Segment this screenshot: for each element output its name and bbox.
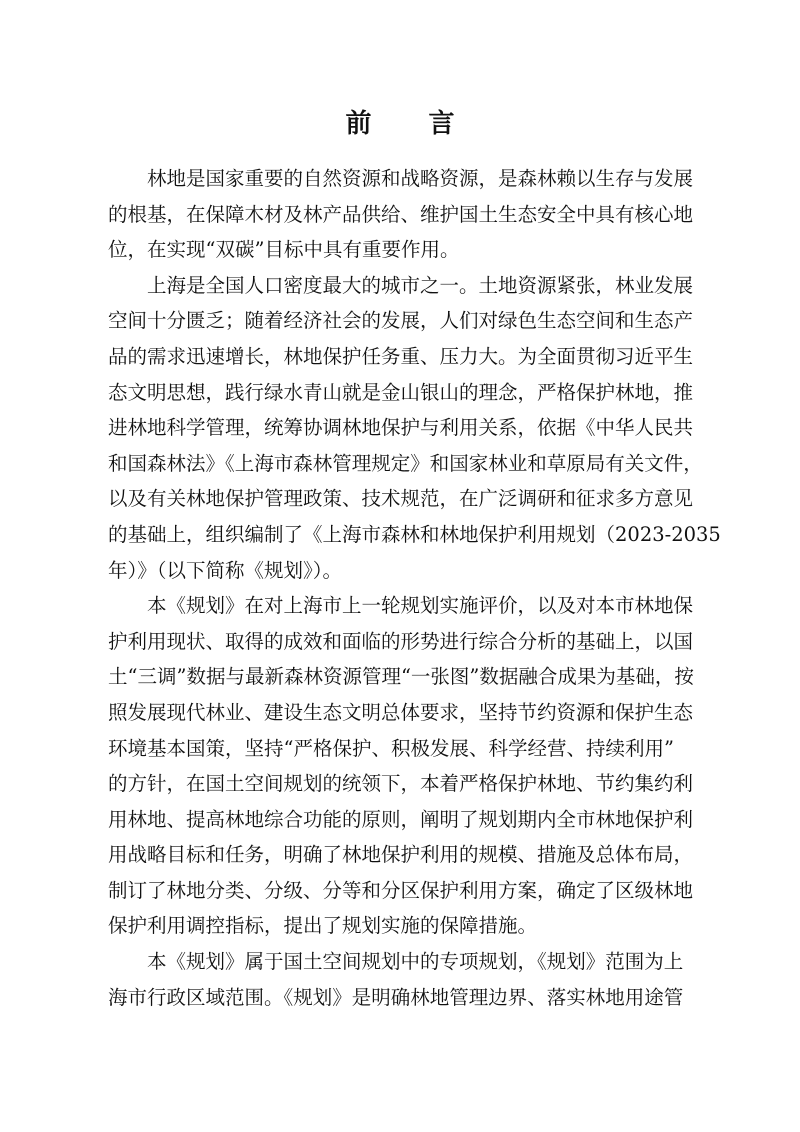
paragraph-4 xyxy=(108,944,692,1015)
text-line: 护利用现状、取得的成效和面临的形势进行综合分析的基础上，以国 xyxy=(108,629,694,653)
text-line: 和国森林法》《上海市森林管理规定》和国家林业和草原局有关文件， xyxy=(108,451,703,475)
text-line: 用林地、提高林地综合功能的原则，阐明了规划期内全市林地保护利 xyxy=(108,807,694,831)
text-line: 上海是全国人口密度最大的城市之一。土地资源紧张，林业发展 xyxy=(147,273,694,297)
text-line: 的基础上，组织编制了《上海市森林和林地保护利用规划（2023-2035 xyxy=(108,522,721,546)
text-line: 用战略目标和任务，明确了林地保护利用的规模、措施及总体布局， xyxy=(108,843,694,867)
paragraph-3 xyxy=(108,588,692,944)
text-line: 进林地科学管理，统筹协调林地保护与利用关系，依据《中华人民共 xyxy=(108,416,694,440)
paragraph-1 xyxy=(108,161,692,268)
text-line: 位，在实现“双碳”目标中具有重要作用。 xyxy=(108,238,460,262)
text-line: 的根基，在保障木材及林产品供给、维护国土生态安全中具有核心地 xyxy=(108,202,694,226)
text-line: 环境基本国策，坚持“严格保护、积极发展、科学经营、持续利用” xyxy=(108,736,674,760)
text-line: 土“三调”数据与最新森林资源管理“一张图”数据融合成果为基础，按 xyxy=(108,665,694,689)
paragraph-2 xyxy=(108,268,721,588)
page-title: 前 言 xyxy=(345,109,479,139)
text-line: 照发展现代林业、建设生态文明总体要求，坚持节约资源和保护生态 xyxy=(108,700,694,724)
text-line: 品的需求迅速增长，林地保护任务重、压力大。为全面贯彻习近平生 xyxy=(108,344,694,368)
text-line: 本《规划》在对上海市上一轮规划实施评价，以及对本市林地保 xyxy=(147,594,694,618)
text-line: 制订了林地分类、分级、分等和分区保护利用方案，确定了区级林地 xyxy=(108,878,694,902)
text-line: 年）》（以下简称《规划》）。 xyxy=(108,558,343,582)
text-line: 空间十分匮乏；随着经济社会的发展，人们对绿色生态空间和生态产 xyxy=(108,309,694,333)
text-line: 本《规划》属于国土空间规划中的专项规划，《规划》范围为上 xyxy=(147,950,684,974)
body-text xyxy=(108,161,721,1015)
text-line: 保护利用调控指标，提出了规划实施的保障措施。 xyxy=(108,914,538,938)
text-line: 以及有关林地保护管理政策、技术规范，在广泛调研和征求多方意见 xyxy=(108,487,694,511)
text-line: 海市行政区域范围。《规划》是明确林地管理边界、落实林地用途管 xyxy=(108,985,684,1009)
text-line: 态文明思想，践行绿水青山就是金山银山的理念，严格保护林地，推 xyxy=(108,380,694,404)
text-line: 林地是国家重要的自然资源和战略资源，是森林赖以生存与发展 xyxy=(147,167,694,190)
text-line: 的方针，在国土空间规划的统领下，本着严格保护林地、节约集约利 xyxy=(108,772,694,796)
